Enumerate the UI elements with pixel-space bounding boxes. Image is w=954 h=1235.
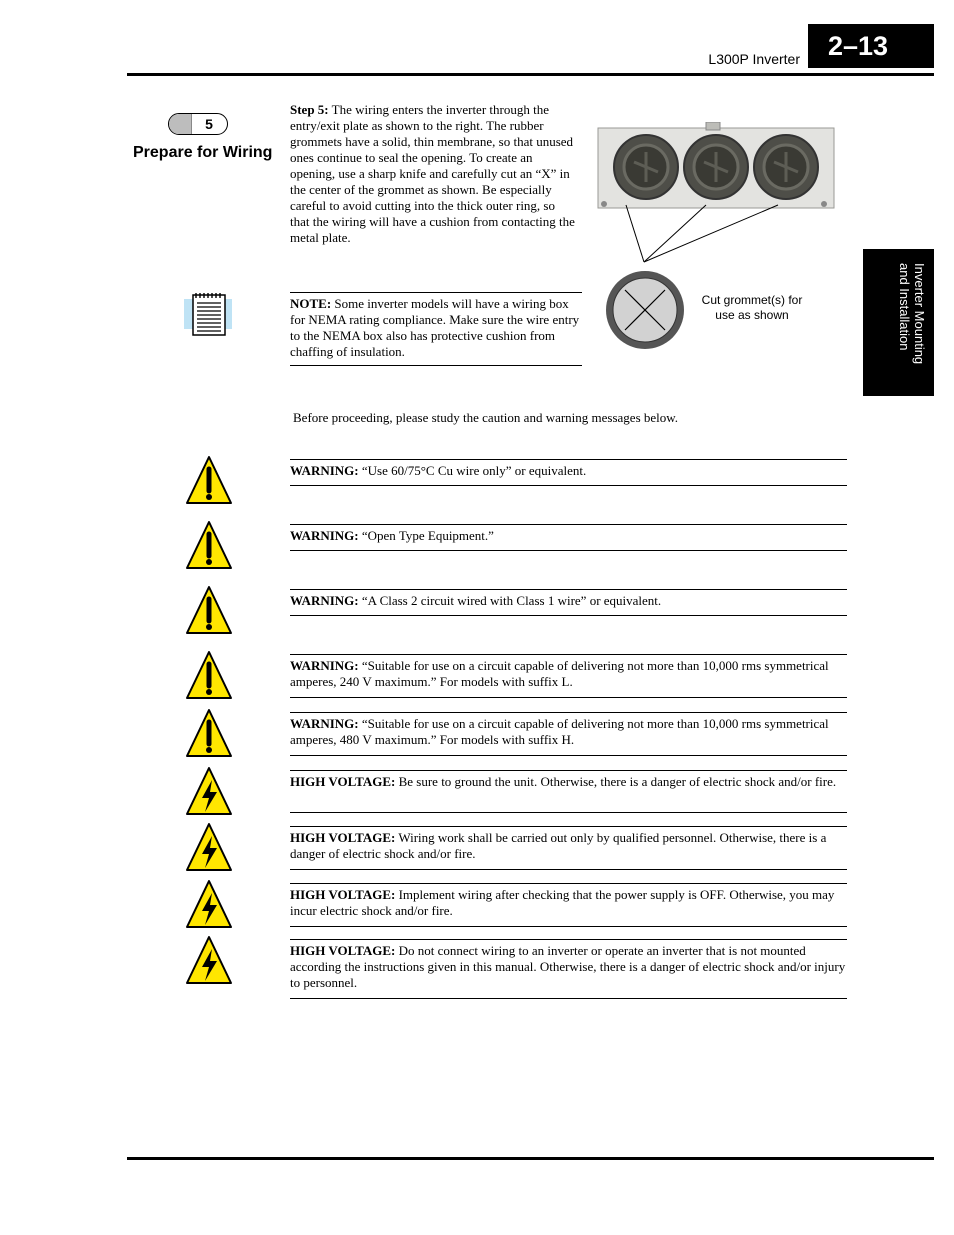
side-tab-line2: and Installation xyxy=(897,263,912,351)
notepad-icon xyxy=(184,291,232,337)
step-badge-tab xyxy=(169,114,192,134)
grommet-plate-image xyxy=(596,122,836,212)
running-header-title: L300P Inverter xyxy=(708,51,800,67)
high-voltage-2 xyxy=(290,826,847,870)
step-heading: Prepare for Wiring xyxy=(133,144,273,161)
grommet-3 xyxy=(754,135,818,199)
step-lead: Step 5: xyxy=(290,102,329,117)
warning-label: WARNING: xyxy=(290,658,359,673)
warning-text: Do not connect wiring to an inverter or operate an inverter that is not mounted according the instructions given in this manual. Otherwise, there is a danger of electric shock and/or injury to personnel. xyxy=(290,943,846,990)
exclamation-triangle-icon xyxy=(185,708,233,758)
step-badge xyxy=(168,113,228,135)
high-voltage-4 xyxy=(290,939,847,999)
warning-3 xyxy=(290,589,847,616)
warning-label: WARNING: xyxy=(290,528,359,543)
intro-text: Before proceeding, please study the caution and warning messages below. xyxy=(293,410,679,425)
warning-text: Implement wiring after checking that the power supply is OFF. Otherwise, you may incur electric shock and/or fire. xyxy=(290,887,835,918)
chapter-side-tab xyxy=(863,249,934,396)
grommet-1 xyxy=(614,135,678,199)
note-body: Some inverter models will have a wiring box for NEMA rating compliance. Make sure the wire entry to the NEMA box also has protective cushion from chaffing of insulation. xyxy=(290,296,580,359)
warning-label: HIGH VOLTAGE: xyxy=(290,887,396,902)
warning-5 xyxy=(290,712,847,756)
step-number: 5 xyxy=(205,116,213,132)
warning-text: Be sure to ground the unit. Otherwise, there is a danger of electric shock and/or fire. xyxy=(395,774,837,789)
warning-4 xyxy=(290,654,847,698)
warning-label: HIGH VOLTAGE: xyxy=(290,943,396,958)
side-tab-line1: Inverter Mounting xyxy=(912,263,927,365)
warning-text: Wiring work shall be carried out only by qualified personnel. Otherwise, there is a danger of electric shock and/or fire. xyxy=(290,830,827,861)
lightning-triangle-icon xyxy=(185,879,233,929)
footer-rule xyxy=(127,1157,934,1160)
warning-label: WARNING: xyxy=(290,463,359,478)
warning-text: “Open Type Equipment.” xyxy=(358,528,494,543)
figure-caption: Cut grommet(s) for use as shown xyxy=(701,293,803,322)
note-box xyxy=(290,292,582,366)
warning-text: “Use 60/75°C Cu wire only” or equivalent. xyxy=(358,463,587,478)
warning-label: HIGH VOLTAGE: xyxy=(290,830,396,845)
warning-text: “A Class 2 circuit wired with Class 1 wire” or equivalent. xyxy=(358,593,662,608)
high-voltage-1 xyxy=(290,770,847,813)
lightning-triangle-icon xyxy=(185,766,233,816)
callout-lines xyxy=(596,200,836,270)
warning-2 xyxy=(290,524,847,551)
lightning-triangle-icon xyxy=(185,822,233,872)
warning-text: “Suitable for use on a circuit capable of delivering not more than 10,000 rms symmetrical amperes, 480 V maximum.” For models with suffix H. xyxy=(290,716,829,747)
warning-label: WARNING: xyxy=(290,716,359,731)
warning-label: HIGH VOLTAGE: xyxy=(290,774,396,789)
warning-text: “Suitable for use on a circuit capable of delivering not more than 10,000 rms symmetrical amperes, 240 V maximum.” For models with suffix L. xyxy=(290,658,829,689)
header-rule xyxy=(127,73,934,76)
exclamation-triangle-icon xyxy=(185,455,233,505)
side-tab-text xyxy=(871,263,927,383)
warning-1 xyxy=(290,459,847,486)
exclamation-triangle-icon xyxy=(185,585,233,635)
exclamation-triangle-icon xyxy=(185,520,233,570)
exclamation-triangle-icon xyxy=(185,650,233,700)
step-body: The wiring enters the inverter through the entry/exit plate as shown to the right. The rubber grommets have a solid, thin membrane, so that unused ones continue to seal the opening. To create an opening, use a sharp knife and carefully cut an “X” in the center of the grommet as shown. Be especially careful to avoid cutting into the thick outer ring, so that the wiring will have a cushion from contacting the metal plate. xyxy=(290,102,575,245)
cut-grommet-image xyxy=(604,269,686,351)
step-description xyxy=(290,102,575,246)
page-number: 2–13 xyxy=(808,24,934,68)
high-voltage-3 xyxy=(290,883,847,927)
lightning-triangle-icon xyxy=(185,935,233,985)
warning-label: WARNING: xyxy=(290,593,359,608)
note-label: NOTE: xyxy=(290,296,332,311)
grommet-2 xyxy=(684,135,748,199)
